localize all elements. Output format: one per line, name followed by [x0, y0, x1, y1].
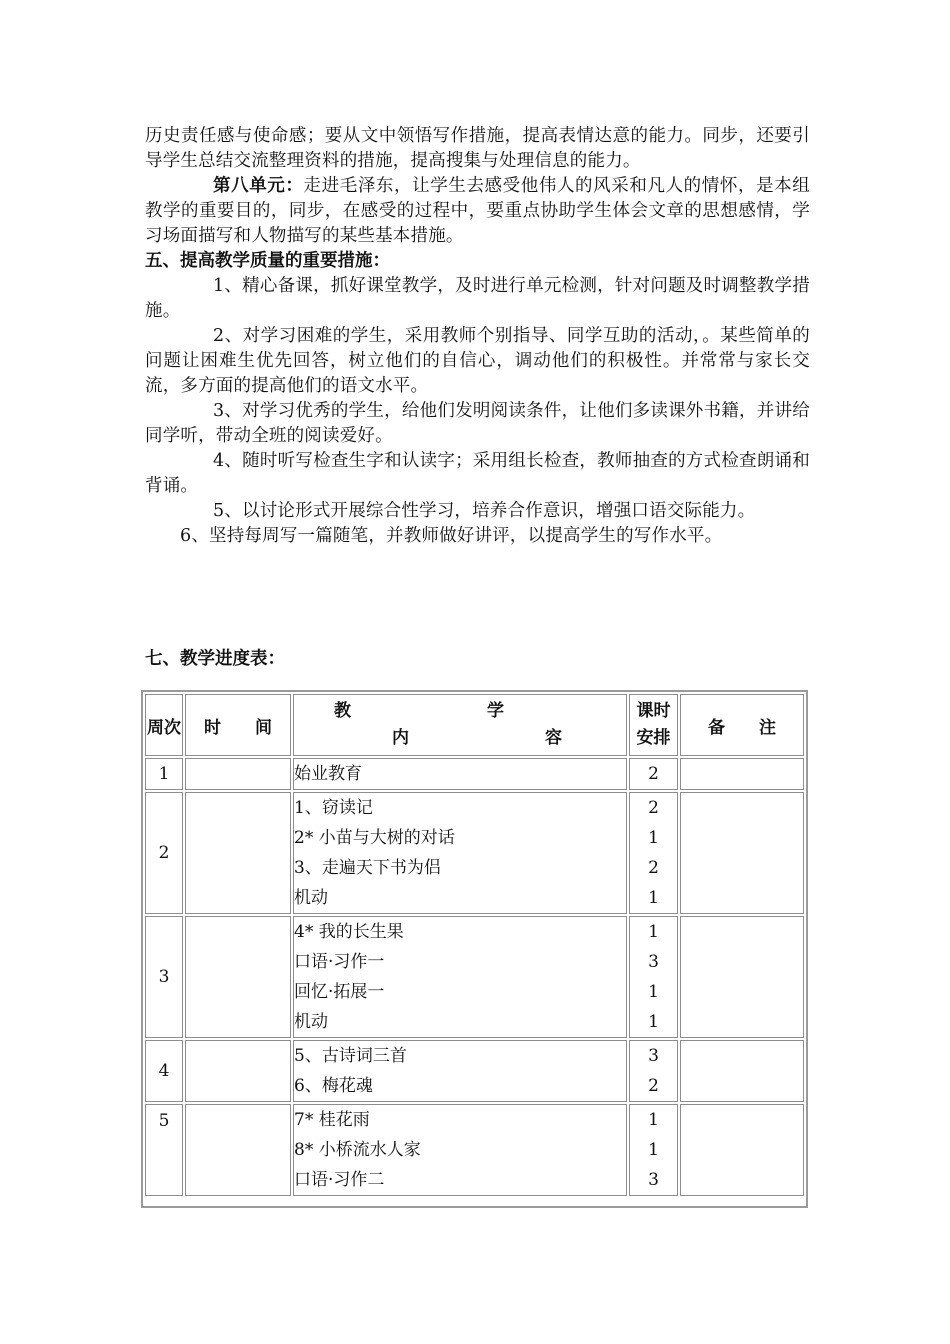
lesson-hours: 2	[648, 764, 659, 784]
lesson-item: 口语·习作二	[294, 1170, 385, 1190]
time-cell	[185, 1104, 291, 1196]
unit-eight-label: 第八单元：	[213, 176, 304, 196]
section-seven-heading: 七、教学进度表：	[145, 649, 285, 669]
lesson-item: 始业教育	[294, 764, 362, 784]
week-cell: 4	[145, 1040, 183, 1102]
lesson-hours: 3	[648, 1046, 659, 1066]
header-week: 周次	[145, 694, 183, 756]
schedule-table	[143, 692, 806, 1198]
lesson-hours: 1	[648, 922, 659, 942]
paragraph-unit-eight	[145, 174, 810, 249]
lesson-hours: 2	[648, 798, 659, 818]
table-row	[145, 792, 804, 914]
lesson-item: 1、窃读记	[294, 798, 373, 818]
header-notes: 备 注	[680, 694, 804, 756]
table-row	[145, 758, 804, 790]
time-cell	[185, 1040, 291, 1102]
notes-cell	[680, 1040, 804, 1102]
lesson-item: 口语·习作一	[294, 952, 385, 972]
content-cell	[293, 916, 627, 1038]
lesson-hours: 2	[648, 858, 659, 878]
lesson-hours: 1	[648, 1110, 659, 1130]
measure-1: 1、精心备课，抓好课堂教学，及时进行单元检测，针对问题及时调整教学措施。	[145, 276, 810, 321]
measure-6: 6、坚持每周写一篇随笔，并教师做好讲评，以提高学生的写作水平。	[180, 526, 723, 546]
paragraph-continuation: 历史责任感与使命感；要从文中领悟写作措施，提高表情达意的能力。同步，还要引导学生总结交流整理资料的措施，提高搜集与处理信息的能力。	[145, 126, 810, 171]
hours-cell	[629, 758, 678, 790]
lesson-hours: 2	[648, 1076, 659, 1096]
header-hours	[629, 694, 678, 756]
lesson-hours: 1	[648, 1012, 659, 1032]
measure-3: 3、对学习优秀的学生，给他们发明阅读条件，让他们多读课外书籍，并讲给同学听，带动全班的阅读爱好。	[145, 401, 810, 446]
header-content-bottom: 内 容	[392, 728, 562, 748]
time-cell	[185, 792, 291, 914]
week-cell: 5	[145, 1104, 183, 1196]
content-cell	[293, 758, 627, 790]
table-row	[145, 1104, 804, 1196]
lesson-item: 5、古诗词三首	[294, 1046, 407, 1066]
notes-cell	[680, 1104, 804, 1196]
lesson-item: 机动	[294, 888, 328, 908]
hours-cell	[629, 916, 678, 1038]
hours-cell	[629, 1104, 678, 1196]
header-hours-bottom: 安排	[636, 728, 671, 748]
lesson-item: 4* 我的长生果	[294, 922, 404, 942]
lesson-item: 机动	[294, 1012, 328, 1032]
unit-eight-text: 走进毛泽东，让学生去感受他伟人的风采和凡人的情怀，是本组教学的重要目的，同步，在感受的过程中，要重点协助学生体会文章的思想感情，学习场面描写和人物描写的某些基本措施。	[145, 176, 810, 246]
table-row	[145, 1040, 804, 1102]
lesson-item: 8* 小桥流水人家	[294, 1140, 421, 1160]
measure-2: 2、对学习困难的学生，采用教师个别指导、同学互助的活动，。某些简单的问题让困难生优先回答，树立他们的自信心，调动他们的积极性。并常常与家长交流，多方面的提高他们的语文水平。	[145, 326, 810, 396]
lesson-hours: 1	[648, 888, 659, 908]
notes-cell	[680, 758, 804, 790]
week-cell: 3	[145, 916, 183, 1038]
content-cell	[293, 1104, 627, 1196]
lesson-hours: 1	[648, 828, 659, 848]
table-header-row	[145, 694, 804, 756]
time-cell	[185, 758, 291, 790]
measure-4: 4、随时听写检查生字和认读字；采用组长检查，教师抽查的方式检查朗诵和背诵。	[145, 451, 810, 496]
lesson-hours: 1	[648, 1140, 659, 1160]
header-content	[293, 694, 627, 756]
schedule-table-frame	[141, 690, 808, 1208]
lesson-item: 回忆·拓展一	[294, 982, 385, 1002]
lesson-item: 3、走遍天下书为侣	[294, 858, 441, 878]
measure-5: 5、以讨论形式开展综合性学习，培养合作意识，增强口语交际能力。	[213, 501, 756, 521]
lesson-hours: 3	[648, 1170, 659, 1190]
lesson-item: 2* 小苗与大树的对话	[294, 828, 455, 848]
content-cell	[293, 1040, 627, 1102]
week-cell: 1	[145, 758, 183, 790]
lesson-hours: 3	[648, 952, 659, 972]
hours-cell	[629, 1040, 678, 1102]
hours-cell	[629, 792, 678, 914]
section-five-heading: 五、提高教学质量的重要措施：	[145, 251, 390, 271]
notes-cell	[680, 792, 804, 914]
table-row	[145, 916, 804, 1038]
week-cell: 2	[145, 792, 183, 914]
header-hours-top: 课时	[636, 701, 671, 721]
lesson-item: 6、梅花魂	[294, 1076, 373, 1096]
lesson-item: 7* 桂花雨	[294, 1110, 370, 1130]
header-content-top: 教 学	[334, 701, 504, 721]
content-cell	[293, 792, 627, 914]
header-time: 时 间	[185, 694, 291, 756]
notes-cell	[680, 916, 804, 1038]
lesson-hours: 1	[648, 982, 659, 1002]
time-cell	[185, 916, 291, 1038]
